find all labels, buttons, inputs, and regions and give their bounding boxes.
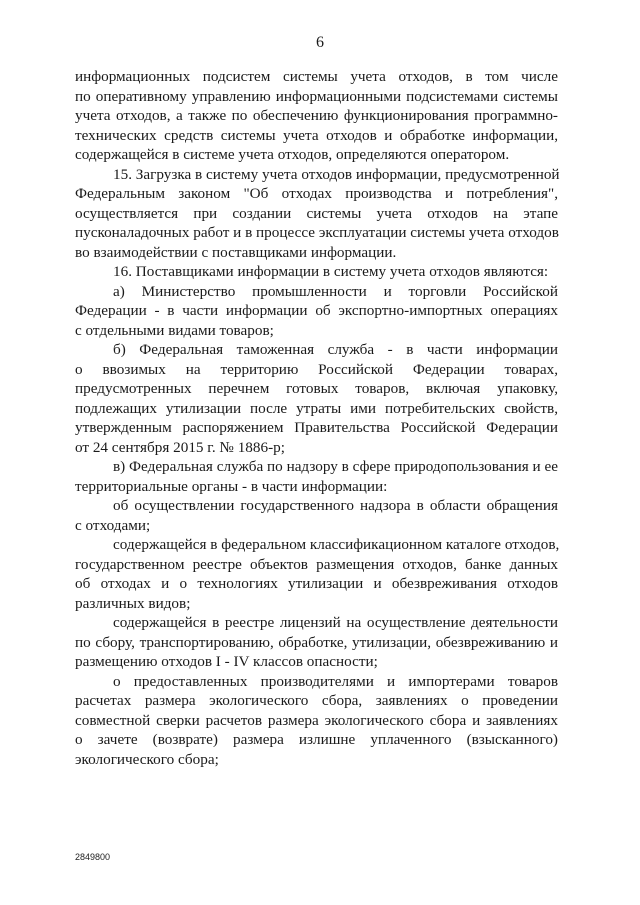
text-line: подлежащих утилизации после утраты ими потребительских свойств, (75, 399, 558, 417)
text-line: с отходами; (75, 516, 151, 534)
paragraph-p-16v (75, 457, 558, 496)
text-line: от 24 сентября 2015 г. № 1886-р; (75, 438, 285, 456)
text-line: различных видов; (75, 594, 191, 612)
text-line: Федерации - в части информации об экспортно-импортных операциях (75, 302, 558, 319)
text-line: б) Федеральная таможенная служба - в части информации (113, 341, 558, 358)
document-code: 2849800 (75, 852, 111, 862)
text-line: технических средств системы учета отходов и обработке информации, (75, 126, 558, 144)
paragraph-p-16b (75, 340, 558, 457)
text-line: по сбору, транспортированию, обработке, утилизации, обезвреживанию и (75, 633, 558, 651)
text-line: утвержденным распоряжением Правительства Российской Федерации (75, 419, 558, 436)
text-line: во взаимодействии с поставщиками информации. (75, 243, 397, 261)
text-line: Федеральным законом "Об отходах производства и потребления", (75, 185, 558, 202)
document-body (75, 67, 558, 769)
text-line: учета отходов, а также по обеспечению функционирования программно- (75, 107, 558, 124)
paragraph-p-16a (75, 282, 558, 341)
text-line: 15. Загрузка в систему учета отходов информации, предусмотренной (113, 165, 560, 183)
paragraph-p-continued (75, 67, 558, 165)
text-line: о предоставленных производителями и импортерами товаров (113, 672, 558, 690)
text-line: в) Федеральная служба по надзору в сфере природопользования и ее (113, 458, 558, 475)
paragraph-p-15 (75, 165, 558, 263)
paragraph-p-16v-4 (75, 672, 558, 770)
paragraph-p-16 (75, 262, 558, 282)
text-line: экологического сбора; (75, 750, 219, 768)
text-line: информационных подсистем системы учета отходов, в том числе (75, 68, 558, 85)
text-line: пусконаладочных работ и в процессе эксплуатации системы учета отходов (75, 224, 559, 241)
text-line: а) Министерство промышленности и торговли Российской (113, 282, 558, 300)
text-line: 16. Поставщиками информации в систему учета отходов являются: (113, 263, 549, 280)
text-line: об отходах и о технологиях утилизации и обезвреживания отходов (75, 575, 558, 592)
page-number: 6 (316, 34, 324, 51)
text-line: с отдельными видами товаров; (75, 321, 274, 339)
text-line: о зачете (возврате) размера излишне уплаченного (взысканного) (75, 731, 558, 748)
text-line: содержащейся в реестре лицензий на осуществление деятельности (113, 614, 558, 631)
text-line: государственном реестре объектов размещения отходов, банке данных (75, 555, 558, 573)
text-line: осуществляется при создании системы учета отходов на этапе (75, 204, 558, 222)
paragraph-p-16v-1 (75, 496, 558, 535)
text-line: территориальные органы - в части информации: (75, 477, 388, 495)
text-line: расчетах размера экологического сбора, заявлениях о проведении (75, 692, 558, 709)
text-line: размещению отходов I - IV классов опасности; (75, 653, 378, 670)
text-line: по оперативному управлению информационными подсистемами системы (75, 87, 558, 105)
text-line: об осуществлении государственного надзора в области обращения (113, 497, 558, 514)
paragraph-p-16v-2 (75, 535, 558, 613)
text-line: о ввозимых на территорию Российской Федерации товарах, (75, 360, 558, 378)
text-line: совместной сверки расчетов размера экологического сбора и заявлениях (75, 711, 558, 729)
text-line: содержащейся в системе учета отходов, определяются оператором. (75, 146, 510, 163)
paragraph-p-16v-3 (75, 613, 558, 672)
text-line: содержащейся в федеральном классификационном каталоге отходов, (113, 536, 560, 553)
text-line: предусмотренных перечнем готовых товаров, включая упаковку, (75, 380, 558, 397)
